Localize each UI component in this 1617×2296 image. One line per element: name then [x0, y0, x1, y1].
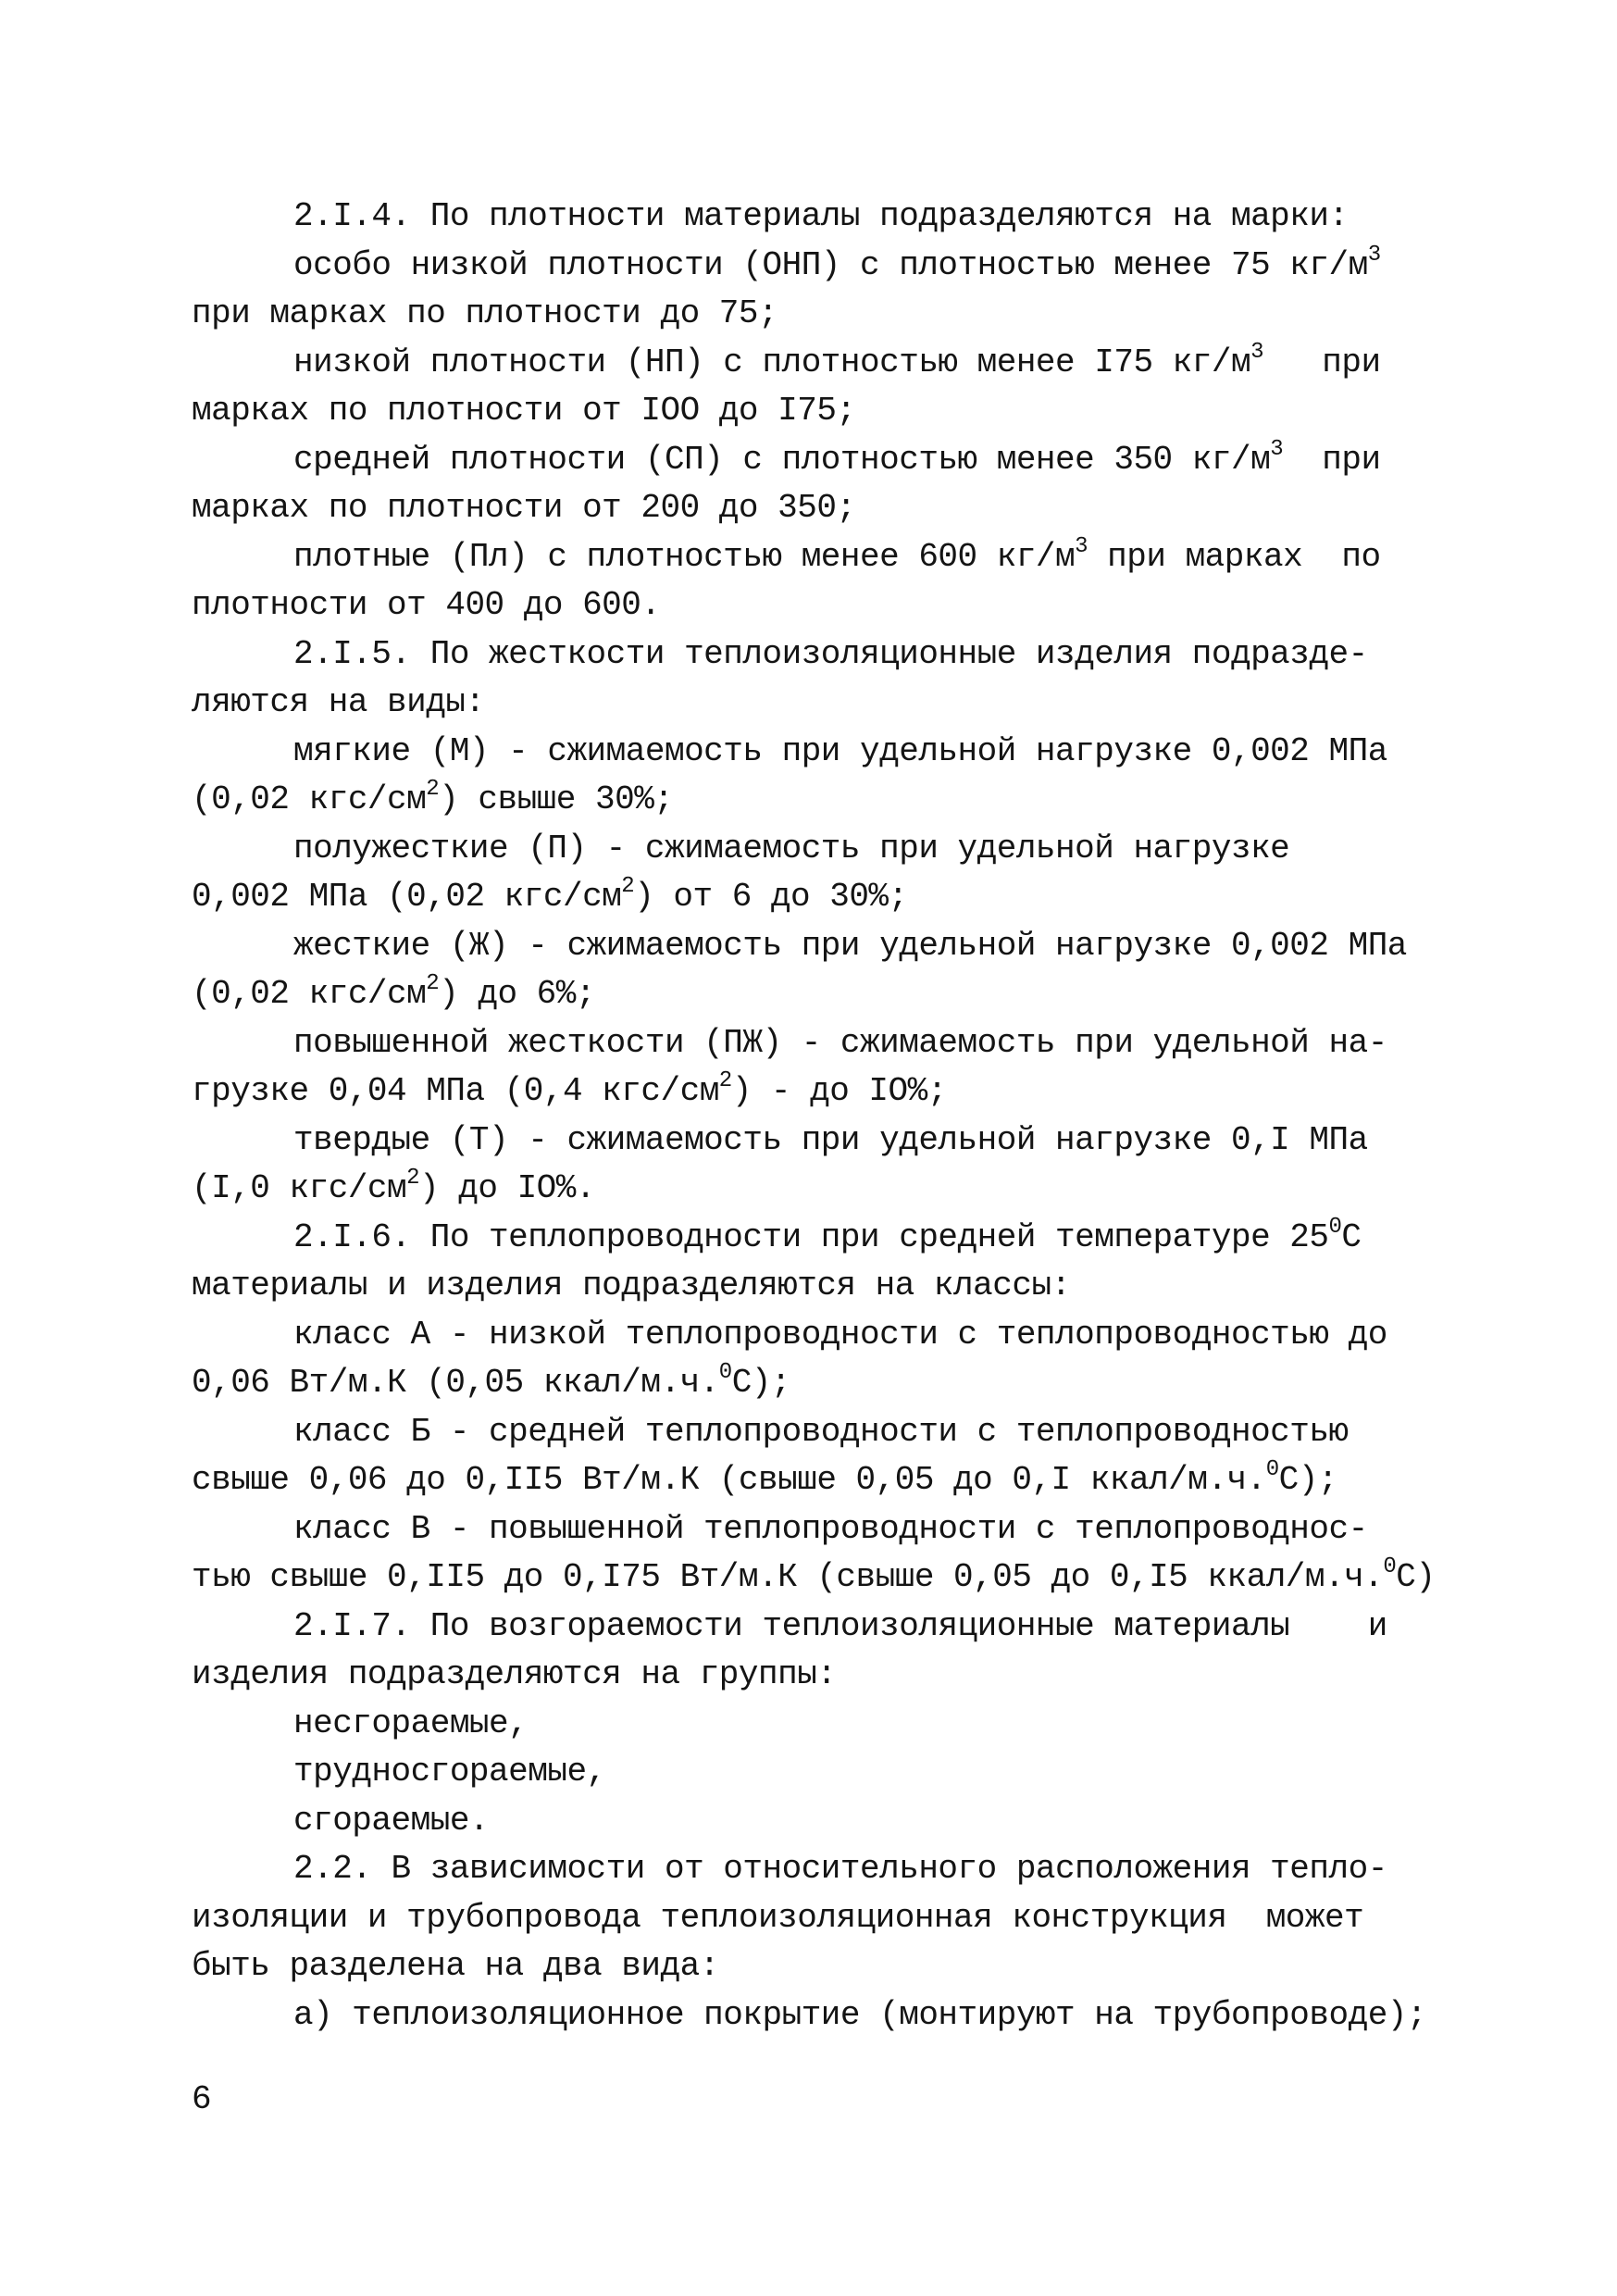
text-line-zh-line-2	[192, 971, 595, 1015]
text-run: изоляции и трубопровода теплоизоляционная конструкция может	[192, 1899, 1364, 1937]
text-line-pl-line-2	[192, 585, 660, 626]
text-run: 0,002 МПа (0,02 кгс/см	[192, 878, 622, 916]
superscript: 0	[718, 1360, 732, 1385]
text-line-sp-line-2	[192, 488, 856, 529]
text-run: С)	[1396, 1558, 1436, 1596]
text-run: С	[1341, 1218, 1362, 1256]
text-line-np-line-2	[192, 391, 856, 431]
superscript: 2	[406, 1166, 420, 1191]
text-run: свыше 0,06 до 0,II5 Вт/м.К (свыше 0,05 до 0,I ккал/м.ч.	[192, 1461, 1266, 1499]
text-line-2-1-5-line-2	[192, 682, 485, 723]
text-line-a-line-2	[192, 1360, 791, 1404]
text-run: средней плотности (СП) с плотностью менее 350 кг/м	[293, 441, 1271, 479]
text-run: при марках по	[1088, 538, 1381, 576]
text-line-2-2-line-3	[192, 1946, 719, 1987]
text-run: особо низкой плотности (ОНП) с плотностью менее 75 кг/м	[293, 246, 1368, 284]
text-line-m-line-1	[293, 731, 1387, 772]
superscript: 2	[718, 1068, 732, 1093]
text-line-2-1-4-heading	[293, 196, 1349, 237]
text-line-group-1	[293, 1703, 528, 1744]
text-line-2-1-6-line-2	[192, 1266, 1071, 1306]
text-line-sp-line-1	[293, 437, 1381, 480]
superscript: 3	[1367, 243, 1381, 268]
text-line-group-3	[293, 1801, 489, 1841]
superscript: 0	[1265, 1457, 1279, 1482]
text-line-p-line-2	[192, 874, 908, 917]
text-run: при	[1283, 441, 1381, 479]
text-line-v-line-1	[293, 1509, 1368, 1550]
text-run: ) от 6 до 30%;	[634, 878, 908, 916]
superscript: 3	[1250, 340, 1263, 365]
page-number: 6	[192, 2080, 212, 2118]
text-line-np-line-1	[293, 340, 1381, 383]
text-run: а) теплоизоляционное покрытие (монтируют на трубопроводе);	[293, 1996, 1427, 2034]
text-line-onp-line-2	[192, 293, 777, 334]
text-run: при марках по плотности до 75;	[192, 294, 778, 332]
text-run: ) - до IO%;	[731, 1072, 947, 1110]
text-run: плотные (Пл) с плотностью менее 600 кг/м	[293, 538, 1076, 576]
text-line-b-line-2	[192, 1457, 1337, 1501]
text-line-v-line-2	[192, 1554, 1436, 1598]
text-line-2-1-5-heading	[293, 634, 1368, 675]
text-run: марках по плотности от IOO до I75;	[192, 392, 856, 430]
text-run: ) свыше 30%;	[439, 780, 674, 818]
text-run: тью свыше 0,II5 до 0,I75 Вт/м.К (свыше 0,05 до 0,I5 ккал/м.ч.	[192, 1558, 1384, 1596]
text-run: 2.I.5. По жесткости теплоизоляционные изделия подразде-	[293, 635, 1368, 673]
text-line-pl-line-1	[293, 534, 1381, 578]
text-line-b-line-1	[293, 1412, 1349, 1453]
text-run: ) до 6%;	[439, 975, 595, 1013]
text-line-pzh-line-1	[293, 1023, 1387, 1064]
text-line-m-line-2	[192, 777, 674, 820]
text-run: низкой плотности (НП) с плотностью менее I75 кг/м	[293, 343, 1251, 381]
text-line-pzh-line-2	[192, 1068, 947, 1112]
text-line-onp-line-1	[293, 245, 1381, 286]
text-line-2-1-7-line-2	[192, 1654, 836, 1695]
text-line-2-2-a	[293, 1995, 1426, 2036]
text-run: 2.I.4. По плотности материалы подразделяются на марки:	[293, 197, 1349, 235]
text-run: несгораемые,	[293, 1704, 529, 1742]
text-line-2-2-heading	[293, 1849, 1387, 1890]
superscript: 0	[1328, 1215, 1342, 1240]
superscript: 2	[426, 971, 440, 996]
text-run: класс Б - средней теплопроводности с теплопроводностью	[293, 1413, 1349, 1451]
text-run: мягкие (М) - сжимаемость при удельной нагрузке 0,002 МПа	[293, 732, 1387, 770]
text-run: ) до IO%.	[419, 1169, 595, 1207]
text-run: класс А - низкой теплопроводности с теплопроводностью до	[293, 1316, 1387, 1354]
text-run: класс В - повышенной теплопроводности с теплопроводнос-	[293, 1510, 1368, 1548]
text-line-2-1-6-heading	[293, 1217, 1362, 1258]
text-line-a-line-1	[293, 1315, 1387, 1355]
text-run: (I,0 кгс/см	[192, 1169, 407, 1207]
superscript: 3	[1075, 534, 1088, 559]
text-run: 0,06 Вт/м.К (0,05 ккал/м.ч.	[192, 1364, 719, 1402]
superscript: 0	[1383, 1554, 1397, 1579]
text-run: полужесткие (П) - сжимаемость при удельной нагрузке	[293, 830, 1290, 867]
text-run: трудносгораемые,	[293, 1753, 606, 1791]
text-run: плотности от 400 до 600.	[192, 586, 661, 624]
text-run: жесткие (Ж) - сжимаемость при удельной нагрузке 0,002 МПа	[293, 927, 1407, 965]
text-line-group-2	[293, 1752, 606, 1792]
text-run: при	[1263, 343, 1381, 381]
text-line-2-2-line-2	[192, 1898, 1363, 1939]
text-run: материалы и изделия подразделяются на классы:	[192, 1267, 1071, 1304]
text-run: С);	[731, 1364, 791, 1402]
superscript: 2	[621, 874, 635, 899]
text-run: сгораемые.	[293, 1802, 490, 1840]
text-line-t-line-1	[293, 1120, 1368, 1161]
text-run: быть разделена на два вида:	[192, 1947, 719, 1985]
text-run: изделия подразделяются на группы:	[192, 1655, 837, 1693]
text-line-p-line-1	[293, 829, 1289, 869]
text-run: 2.I.6. По теплопроводности при средней температуре 25	[293, 1218, 1329, 1256]
text-line-t-line-2	[192, 1168, 595, 1209]
text-run: 2.I.7. По возгораемости теплоизоляционные материалы и	[293, 1607, 1387, 1645]
text-run: 2.2. В зависимости от относительного расположения тепло-	[293, 1850, 1387, 1888]
text-run: марках по плотности от 200 до 350;	[192, 489, 856, 527]
text-run: (0,02 кгс/см	[192, 780, 427, 818]
text-run: (0,02 кгс/см	[192, 975, 427, 1013]
text-line-zh-line-1	[293, 926, 1407, 967]
superscript: 3	[1270, 437, 1284, 462]
text-line-2-1-7-heading	[293, 1606, 1387, 1647]
text-run: твердые (Т) - сжимаемость при удельной нагрузке 0,I МПа	[293, 1121, 1368, 1159]
text-run: повышенной жесткости (ПЖ) - сжимаемость при удельной на-	[293, 1024, 1387, 1062]
text-run: грузке 0,04 МПа (0,4 кгс/см	[192, 1072, 719, 1110]
text-run: ляются на виды:	[192, 683, 485, 721]
superscript: 2	[426, 777, 440, 802]
text-run: С);	[1278, 1461, 1337, 1499]
